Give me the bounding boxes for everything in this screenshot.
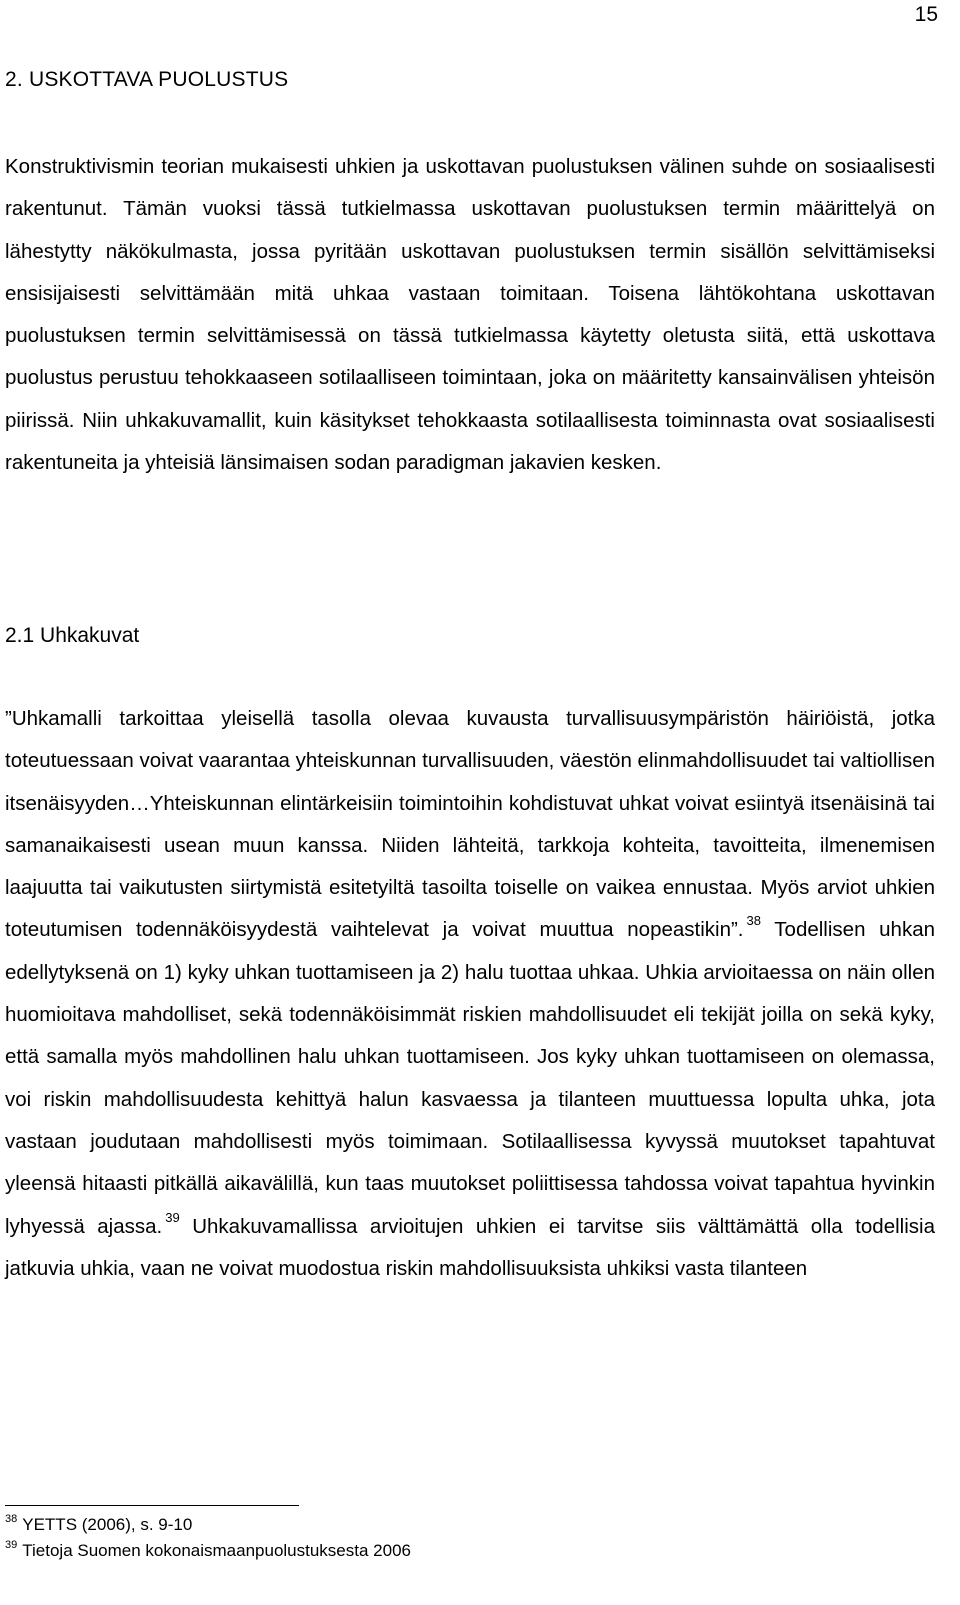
footnote-39 [5,1541,411,1561]
footnote-reference-38: 38 [746,913,761,929]
footnote-number: 38 [5,1513,18,1525]
footnote-number: 39 [5,1539,18,1551]
footnote-text: YETTS (2006), s. 9-10 [22,1515,193,1534]
paragraph-text-part-3: Uhkakuvamallissa arvioitujen uhkien ei tarvitse siis välttämättä olla todellisia jatkuvia uhkia, vaan ne voivat muodostua riskin mahdollisuuksista uhkiksi vasta tilanteen [5,1214,935,1280]
section-heading: 2.1 Uhkakuvat [5,624,140,647]
footnote-38 [5,1515,192,1535]
footnote-separator [5,1505,299,1506]
section-paragraph [5,698,935,1290]
paragraph-text-part-2: Todellisen uhkan edellytyksenä on 1) kyky uhkan tuottamiseen ja 2) halu tuottaa uhkaa. Uhkia arvioitaessa on näin ollen huomioitava mahdolliset, sekä todennäköisimmät riskien mahdollisuudet eli tekijät joilla on sekä kyky, että samalla myös mahdollinen halu uhkan tuottamiseen. Jos kyky uhkan tuottamiseen on olemassa, voi riskin mahdollisuudesta kehittyä halun kasvaessa ja tilanteen muuttuessa lopulta uhka, jota vastaan joudutaan mahdollisesti myös toimimaan. Sotilaallisessa kyvyssä muutokset tapahtuvat yleensä hitaasti pitkällä aikavälillä, kun taas muutokset poliittisessa tahdossa voivat tapahtua hyvinkin lyhyessä ajassa. [5,918,936,1238]
paragraph-text-part-1: ”Uhkamalli tarkoittaa yleisellä tasolla olevaa kuvausta turvallisuusympäristön häiriöistä, jotka toteutuessaan voivat vaarantaa yhteiskunnan turvallisuuden, väestön elinmahdollisuudet tai valtiollisen itsenäisyyden…Yhteiskunnan elintärkeisiin toimintoihin kohdistuvat uhkat voivat esiintyä itsenäisinä tai samanaikaisesti usean muun kanssa. Niiden lähteitä, tarkkoja kohteita, tavoitteita, ilmenemisen laajuutta tai vaikutusten siirtymistä esitetyiltä tasoilta toiselle on vaikea ennustaa. Myös arviot uhkien toteutumisen todennäköisyydestä vaihtelevat ja voivat muuttua nopeastikin”. [5,707,935,942]
page-number: 15 [914,3,938,26]
chapter-heading: 2. USKOTTAVA PUOLUSTUS [5,68,289,91]
footnote-text: Tietoja Suomen kokonaismaanpuolustuksesta 2006 [22,1541,411,1560]
footnote-reference-39: 39 [165,1209,180,1225]
intro-paragraph: Konstruktivismin teorian mukaisesti uhkien ja uskottavan puolustuksen välinen suhde on sosiaalisesti rakentunut. Tämän vuoksi tässä tutkielmassa uskottavan puolustuksen termin määrittelyä on lähestytty näkökulmasta, jossa pyritään uskottavan puolustuksen termin sisällön selvittämiseksi ensisijaisesti selvittämään mitä uhkaa vastaan toimitaan. Toisena lähtökohtana uskottavan puolustuksen termin selvittämisessä on tässä tutkielmassa käytetty oletusta siitä, että uskottava puolustus perustuu tehokkaaseen sotilaalliseen toimintaan, joka on määritetty kansainvälisen yhteisön piirissä. Niin uhkakuvamallit, kuin käsitykset tehokkaasta sotilaallisesta toiminnasta ovat sosiaalisesti rakentuneita ja yhteisiä länsimaisen sodan paradigman jakavien kesken. [5,155,935,475]
